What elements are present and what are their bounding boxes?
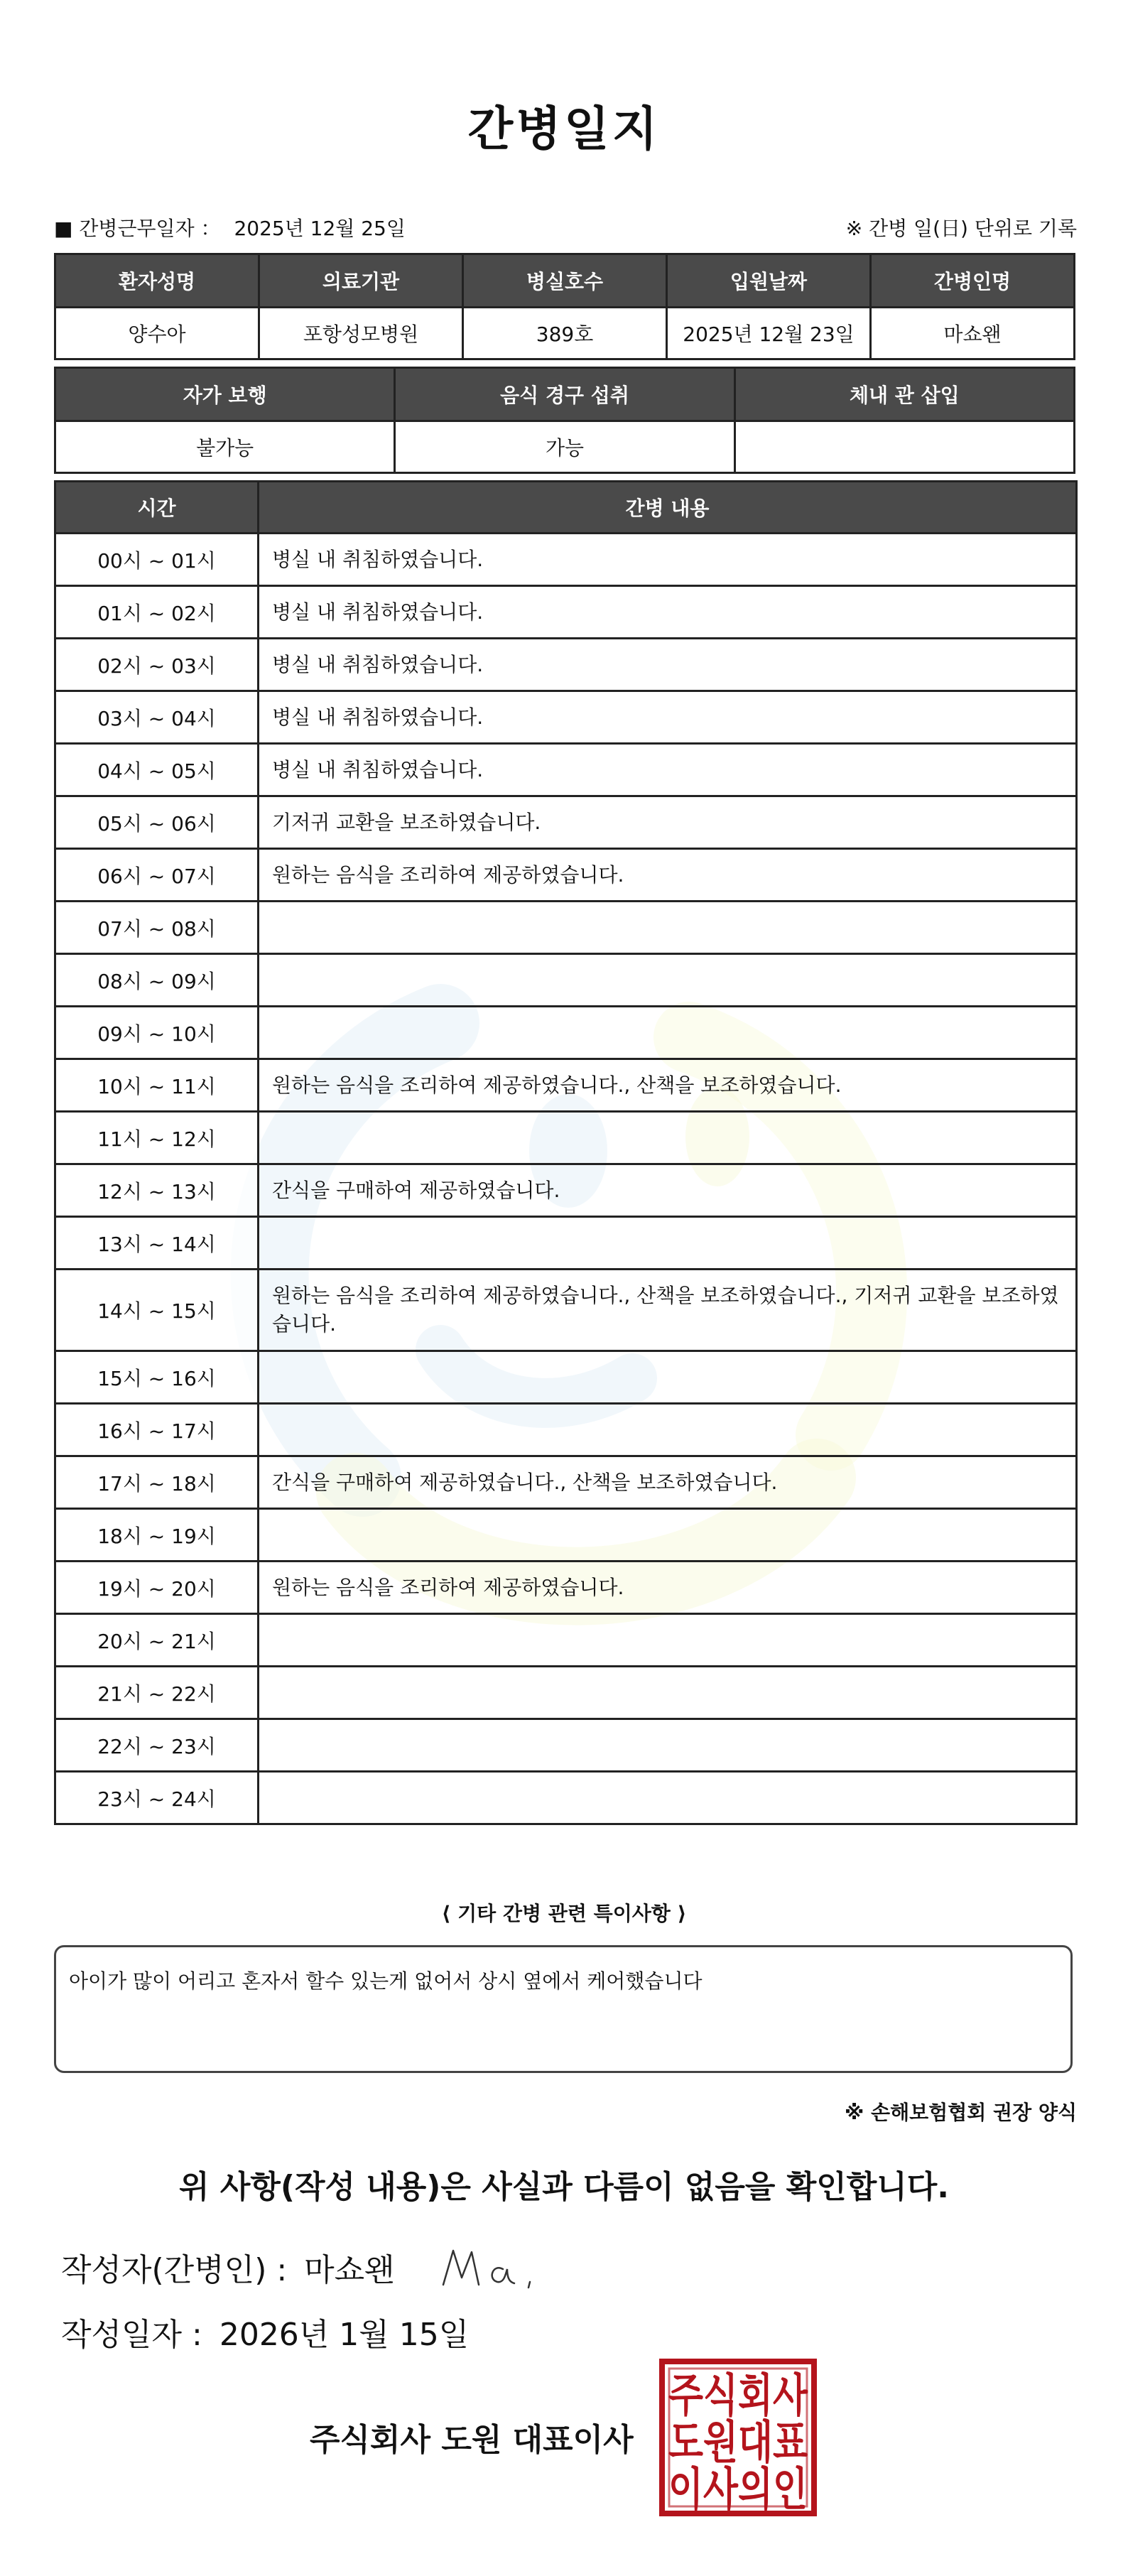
log-content-cell: 병실 내 취침하였습니다. — [259, 639, 1077, 691]
log-time-cell: 11시 ~ 12시 — [55, 1112, 259, 1164]
page-title: 간병일지 — [467, 102, 661, 156]
log-content-cell: 병실 내 취침하였습니다. — [259, 586, 1077, 639]
special-notes-box — [54, 1945, 1073, 2073]
log-row — [55, 954, 1077, 1007]
log-content-cell — [259, 1217, 1077, 1270]
patient-status-table — [54, 367, 1075, 474]
log-content-cell: 병실 내 취침하였습니다. — [259, 534, 1077, 586]
patient-name: 양수아 — [55, 308, 259, 359]
log-time-cell: 00시 ~ 01시 — [55, 534, 259, 586]
log-content-cell — [259, 1614, 1077, 1667]
log-row — [55, 1059, 1077, 1112]
status-value-row — [55, 421, 1075, 473]
written-date-label: 작성일자 : — [61, 2317, 202, 2353]
work-date-value: 2025년 12월 25일 — [234, 217, 406, 240]
log-time-cell: 12시 ~ 13시 — [55, 1164, 259, 1217]
header-room-number: 병실호수 — [463, 254, 667, 308]
log-content-cell: 간식을 구매하여 제공하였습니다. — [259, 1164, 1077, 1217]
seal-line-1: 주식회사 — [668, 2370, 808, 2423]
seal-line-2: 도원대표 — [668, 2417, 808, 2469]
log-time-cell: 08시 ~ 09시 — [55, 954, 259, 1007]
log-time-cell: 17시 ~ 18시 — [55, 1456, 259, 1509]
log-time-cell: 19시 ~ 20시 — [55, 1562, 259, 1614]
log-time-cell: 04시 ~ 05시 — [55, 744, 259, 796]
log-time-cell: 21시 ~ 22시 — [55, 1667, 259, 1719]
walking-value: 불가능 — [55, 421, 395, 473]
form-source-note: ※ 손해보험협회 권장 양식 — [845, 2101, 1077, 2124]
header-admission-date: 입원날짜 — [667, 254, 871, 308]
log-time-cell: 09시 ~ 10시 — [55, 1007, 259, 1059]
header-hospital: 의료기관 — [259, 254, 463, 308]
caregiver-name: 마쇼왠 — [871, 308, 1075, 359]
log-row — [55, 849, 1077, 902]
log-time-cell: 10시 ~ 11시 — [55, 1059, 259, 1112]
log-row — [55, 1351, 1077, 1404]
company-representative: 주식회사 도원 대표이사 — [310, 2422, 634, 2458]
log-row — [55, 1404, 1077, 1456]
log-content-cell: 원하는 음식을 조리하여 제공하였습니다., 산책을 보조하였습니다., 기저귀 교환을 보조하였습니다. — [259, 1270, 1077, 1351]
oral-intake-value: 가능 — [395, 421, 734, 473]
header-walking: 자가 보행 — [55, 368, 395, 421]
work-date-label: ■ 간병근무일자 ： — [54, 217, 221, 240]
log-header-row — [55, 482, 1077, 534]
hourly-care-log-table — [54, 480, 1078, 1825]
log-content-cell: 원하는 음식을 조리하여 제공하였습니다. — [259, 849, 1077, 902]
log-body — [55, 534, 1077, 1824]
log-row — [55, 1164, 1077, 1217]
confirmation-statement: 위 사항(작성 내용)은 사실과 다름이 없음을 확인합니다. — [179, 2169, 949, 2205]
unit-note: ※ 간병 일(日) 단위로 기록 — [845, 217, 1077, 240]
log-row — [55, 691, 1077, 744]
log-row — [55, 902, 1077, 954]
log-row — [55, 639, 1077, 691]
log-row — [55, 1217, 1077, 1270]
log-time-cell: 23시 ~ 24시 — [55, 1772, 259, 1824]
log-time-cell: 14시 ~ 15시 — [55, 1270, 259, 1351]
log-content-cell: 원하는 음식을 조리하여 제공하였습니다. — [259, 1562, 1077, 1614]
log-row — [55, 1007, 1077, 1059]
written-date-value: 2026년 1월 15일 — [219, 2317, 470, 2353]
written-date-line — [61, 2309, 469, 2354]
log-time-cell: 05시 ~ 06시 — [55, 796, 259, 849]
log-content-cell: 기저귀 교환을 보조하였습니다. — [259, 796, 1077, 849]
log-row — [55, 1667, 1077, 1719]
header-time: 시간 — [55, 482, 259, 534]
log-content-cell — [259, 1719, 1077, 1772]
log-time-cell: 02시 ~ 03시 — [55, 639, 259, 691]
log-content-cell: 병실 내 취침하였습니다. — [259, 744, 1077, 796]
log-time-cell: 01시 ~ 02시 — [55, 586, 259, 639]
log-time-cell: 06시 ~ 07시 — [55, 849, 259, 902]
log-content-cell — [259, 954, 1077, 1007]
log-content-cell: 간식을 구매하여 제공하였습니다., 산책을 보조하였습니다. — [259, 1456, 1077, 1509]
status-header-row — [55, 368, 1075, 421]
log-content-cell — [259, 1007, 1077, 1059]
special-notes-text: 아이가 많이 어리고 혼자서 할수 있는게 없어서 상시 옆에서 케어했습니다 — [69, 1969, 703, 1993]
log-time-cell: 16시 ~ 17시 — [55, 1404, 259, 1456]
header-tube-insertion: 체내 관 삽입 — [734, 368, 1074, 421]
work-date — [54, 213, 406, 242]
writer-line — [61, 2242, 544, 2292]
log-row — [55, 744, 1077, 796]
log-content-cell — [259, 1112, 1077, 1164]
notes-title: ⟨ 기타 간병 관련 특이사항 ⟩ — [441, 1902, 687, 1925]
log-time-cell: 07시 ~ 08시 — [55, 902, 259, 954]
writer-label: 작성자(간병인) : — [61, 2252, 288, 2288]
log-time-cell: 20시 ~ 21시 — [55, 1614, 259, 1667]
signature-image — [438, 2242, 544, 2292]
log-row — [55, 1112, 1077, 1164]
log-content-cell — [259, 1667, 1077, 1719]
log-content-cell — [259, 1509, 1077, 1562]
patient-value-row — [55, 308, 1075, 359]
writer-name: 마쇼왠 — [304, 2252, 395, 2288]
header-patient-name: 환자성명 — [55, 254, 259, 308]
admission-date: 2025년 12월 23일 — [667, 308, 871, 359]
log-content-cell — [259, 1351, 1077, 1404]
log-time-cell: 13시 ~ 14시 — [55, 1217, 259, 1270]
header-oral-intake: 음식 경구 섭취 — [395, 368, 734, 421]
log-row — [55, 1456, 1077, 1509]
log-row — [55, 1562, 1077, 1614]
log-content-cell — [259, 902, 1077, 954]
log-row — [55, 1270, 1077, 1351]
log-row — [55, 534, 1077, 586]
seal-line-3: 이사의인 — [668, 2464, 808, 2516]
company-seal-stamp — [658, 2357, 818, 2518]
log-row — [55, 796, 1077, 849]
log-time-cell: 22시 ~ 23시 — [55, 1719, 259, 1772]
patient-header-row — [55, 254, 1075, 308]
log-time-cell: 18시 ~ 19시 — [55, 1509, 259, 1562]
header-caregiver-name: 간병인명 — [871, 254, 1075, 308]
log-row — [55, 586, 1077, 639]
tube-insertion-value — [734, 421, 1074, 473]
log-content-cell: 원하는 음식을 조리하여 제공하였습니다., 산책을 보조하였습니다. — [259, 1059, 1077, 1112]
header-care-content: 간병 내용 — [259, 482, 1077, 534]
log-content-cell — [259, 1772, 1077, 1824]
log-row — [55, 1719, 1077, 1772]
log-time-cell: 15시 ~ 16시 — [55, 1351, 259, 1404]
patient-info-table — [54, 253, 1075, 360]
log-row — [55, 1614, 1077, 1667]
hospital-name: 포항성모병원 — [259, 308, 463, 359]
log-row — [55, 1772, 1077, 1824]
log-time-cell: 03시 ~ 04시 — [55, 691, 259, 744]
log-content-cell: 병실 내 취침하였습니다. — [259, 691, 1077, 744]
log-content-cell — [259, 1404, 1077, 1456]
room-number: 389호 — [463, 308, 667, 359]
log-row — [55, 1509, 1077, 1562]
